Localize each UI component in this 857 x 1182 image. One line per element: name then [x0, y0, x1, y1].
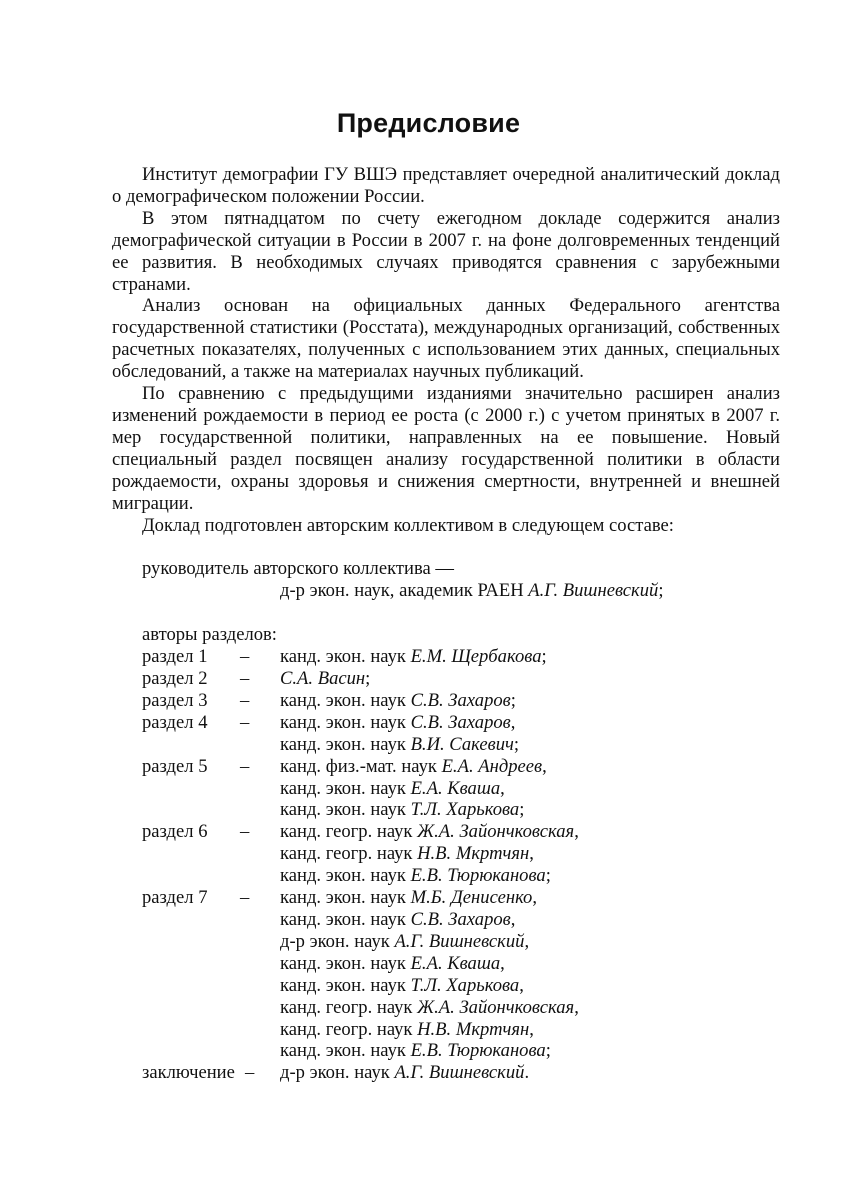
conclusion-label: заключение — [142, 1062, 235, 1084]
author-name: Е.В. Тюрюканова — [410, 865, 546, 887]
author-name: Е.А. Кваша — [410, 952, 501, 974]
paragraph: В этом пятнадцатом по счету ежегодном докладе содержится анализ демографической ситуации в России в 2007 г. на фоне долговременных тенденций ее развития. В необходимых случаях приводятся сравнения с зарубежными странами. — [112, 207, 780, 295]
author-name: Н.В. Мкртчян — [417, 1018, 530, 1040]
section-author: канд. экон. наук С.В. Захаров; — [280, 689, 516, 711]
section-author: канд. экон. наук С.В. Захаров, — [280, 909, 516, 930]
author-name: Е.А. Кваша — [410, 777, 501, 799]
section-author: канд. геогр. наук Н.В. Мкртчян, — [280, 843, 534, 865]
section-dash: – — [240, 887, 250, 909]
section-dash: – — [240, 689, 250, 711]
section-label: раздел 6 — [142, 821, 208, 843]
section-row — [112, 1019, 780, 1041]
section-row — [112, 887, 780, 909]
preface-body — [112, 164, 780, 1084]
intro-line: Доклад подготовлен авторским коллективом в следующем составе: — [142, 514, 674, 536]
section-row — [112, 997, 780, 1019]
section-row — [112, 668, 780, 690]
page-title: Предисловие — [336, 108, 521, 138]
author-name: С.А. Васин — [280, 668, 366, 690]
section-row — [112, 865, 780, 887]
section-author: канд. экон. наук Т.Л. Харькова; — [280, 799, 525, 821]
section-row — [112, 712, 780, 734]
section-author: канд. экон. наук Е.В. Тюрюканова; — [280, 865, 551, 887]
section-author: канд. физ.-мат. наук Е.А. Андреев, — [280, 755, 547, 777]
section-label: раздел 5 — [142, 755, 208, 777]
author-name: М.Б. Денисенко — [410, 887, 533, 909]
author-name: Е.М. Щербакова — [410, 646, 542, 668]
author-name: Е.А. Андреев — [441, 755, 543, 777]
editor-label: руководитель авторского коллектива — — [142, 558, 454, 580]
section-row — [112, 646, 780, 668]
section-dash: – — [240, 668, 250, 690]
section-label: раздел 7 — [142, 887, 208, 909]
section-row — [112, 690, 780, 712]
section-author: канд. экон. наук Е.М. Щербакова; — [280, 646, 547, 668]
section-label: раздел 4 — [142, 711, 208, 733]
paragraph: По сравнению с предыдущими изданиями значительно расширен анализ изменений рождаемости в период ее роста (с 2000 г.) с учетом принятых в 2007 г. мер государственной политики, направленных на ее повышение. Новый специальный раздел посвящен анализу государственной политики в области рождаемости, охраны здоровья и снижения смертности, внутренней и внешней миграции. — [112, 383, 780, 514]
section-row — [112, 799, 780, 821]
section-dash: – — [240, 821, 250, 843]
author-name: Т.Л. Харькова — [410, 799, 520, 821]
conclusion-row — [112, 1062, 780, 1084]
section-row — [112, 1040, 780, 1062]
section-author: канд. экон. наук Е.А. Кваша, — [280, 952, 505, 974]
conclusion-dash: – — [245, 1062, 255, 1084]
section-author: С.А. Васин; — [280, 668, 371, 690]
section-row — [112, 975, 780, 997]
section-dash: – — [240, 646, 250, 668]
section-author: канд. экон. наук Т.Л. Харькова, — [280, 974, 524, 996]
paragraph: Анализ основан на официальных данных Федерального агентства государственной статистики (Росстата), международных организаций, собственных расчетных показателях, полученных с использованием этих данных, специальных обследований, а также на материалах научных публикаций. — [112, 295, 780, 383]
conclusion-name: А.Г. Вишневский — [394, 1062, 525, 1084]
author-name: С.В. Захаров — [410, 689, 511, 711]
section-row — [112, 734, 780, 756]
section-author: канд. геогр. наук Ж.А. Зайончковская, — [280, 821, 579, 843]
author-name: С.В. Захаров — [410, 909, 511, 930]
author-name: Н.В. Мкртчян — [417, 843, 530, 865]
editor-name: А.Г. Вишневский — [528, 580, 659, 602]
editor-degree: д-р экон. наук, академик РАЕН — [280, 580, 529, 602]
author-name: Т.Л. Харькова — [410, 974, 520, 996]
section-dash: – — [240, 711, 250, 733]
conclusion-author: д-р экон. наук А.Г. Вишневский. — [280, 1062, 530, 1084]
section-row — [112, 931, 780, 953]
section-author: канд. экон. наук В.И. Сакевич; — [280, 733, 520, 755]
section-author: канд. экон. наук Е.А. Кваша, — [280, 777, 505, 799]
section-list — [112, 646, 780, 1062]
paragraph: Институт демографии ГУ ВШЭ представляет очередной аналитический доклад о демографическом положении России. — [112, 164, 780, 207]
author-name: Ж.А. Зайончковская — [417, 996, 575, 1018]
section-author: д-р экон. наук А.Г. Вишневский, — [280, 930, 530, 952]
section-label: раздел 3 — [142, 689, 208, 711]
section-label: раздел 1 — [142, 646, 208, 668]
author-name: С.В. Захаров — [410, 711, 511, 733]
author-name: В.И. Сакевич — [410, 733, 514, 755]
author-name: Е.В. Тюрюканова — [410, 1040, 546, 1062]
author-name: Ж.А. Зайончковская — [417, 821, 575, 843]
section-author: канд. экон. наук С.В. Захаров, — [280, 711, 516, 733]
section-row — [112, 953, 780, 975]
section-author: канд. экон. наук М.Б. Денисенко, — [280, 887, 538, 909]
authors-label: авторы разделов: — [142, 624, 277, 646]
section-row — [112, 821, 780, 843]
section-row — [112, 778, 780, 800]
editor-line: д-р экон. наук, академик РАЕН А.Г. Вишневский; — [280, 580, 664, 602]
section-author: канд. геогр. наук Н.В. Мкртчян, — [280, 1018, 534, 1040]
section-author: канд. геогр. наук Ж.А. Зайончковская, — [280, 996, 579, 1018]
section-label: раздел 2 — [142, 668, 208, 690]
section-row — [112, 756, 780, 778]
section-row — [112, 843, 780, 865]
section-dash: – — [240, 755, 250, 777]
author-name: А.Г. Вишневский — [394, 930, 525, 952]
section-author: канд. экон. наук Е.В. Тюрюканова; — [280, 1040, 551, 1062]
editor-block — [112, 558, 780, 602]
section-row — [112, 909, 780, 931]
